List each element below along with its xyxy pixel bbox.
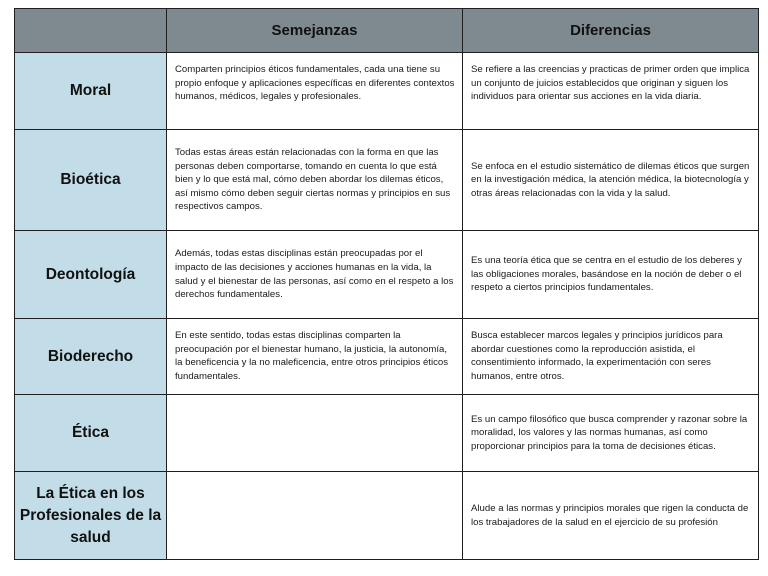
table-row xyxy=(15,472,759,560)
cell-diferencias: Es una teoría ética que se centra en el estudio de los deberes y las obligaciones morales, basándose en la noción de deber o el respeto a ciertos principios fundamentales. xyxy=(463,231,759,319)
table-row xyxy=(15,53,759,130)
cell-diferencias: Es un campo filosófico que busca comprender y razonar sobre la moralidad, los valores y las normas humanas, así como proporcionar principios para la toma de decisiones éticas. xyxy=(463,395,759,472)
cell-semejanzas: Comparten principios éticos fundamentales, cada una tiene su propio enfoque y aplicaciones específicas en diferentes contextos humanos, médicos, legales y profesionales. xyxy=(167,53,463,130)
row-label-bioetica: Bioética xyxy=(15,130,167,231)
row-label-moral: Moral xyxy=(15,53,167,130)
table-row xyxy=(15,130,759,231)
cell-semejanzas xyxy=(167,472,463,560)
comparison-table xyxy=(14,8,759,560)
cell-diferencias: Alude a las normas y principios morales que rigen la conducta de los trabajadores de la salud en el ejercicio de su profesión xyxy=(463,472,759,560)
cell-diferencias: Busca establecer marcos legales y principios jurídicos para abordar cuestiones como la reproducción asistida, el consentimiento informado, la experimentación con seres humanos, entre otros. xyxy=(463,319,759,395)
header-row xyxy=(15,9,759,53)
cell-semejanzas xyxy=(167,395,463,472)
header-semejanzas: Semejanzas xyxy=(167,9,463,53)
cell-semejanzas: Todas estas áreas están relacionadas con la forma en que las personas deben comportarse, tomando en cuenta lo que está bien y lo que está mal, cómo deben abordar los dilemas éticos, así mismo cómo deben seguir ciertas normas y principios en sus respectivos campos. xyxy=(167,130,463,231)
row-label-etica: Ética xyxy=(15,395,167,472)
cell-diferencias: Se refiere a las creencias y practicas de primer orden que implica un conjunto de juicios establecidos que originan y siguen los individuos para orientar sus acciones en la vida diaria. xyxy=(463,53,759,130)
table-row xyxy=(15,319,759,395)
cell-semejanzas: En este sentido, todas estas disciplinas comparten la preocupación por el bienestar humano, la justicia, la autonomía, la beneficencia y la no maleficencia, entre otros principios éticos fundamentales. xyxy=(167,319,463,395)
header-corner xyxy=(15,9,167,53)
table-row xyxy=(15,231,759,319)
row-label-etica-profesionales-salud: La Ética en los Profesionales de la salud xyxy=(15,472,167,560)
row-label-deontologia: Deontología xyxy=(15,231,167,319)
table-row xyxy=(15,395,759,472)
header-diferencias: Diferencias xyxy=(463,9,759,53)
row-label-bioderecho: Bioderecho xyxy=(15,319,167,395)
cell-semejanzas: Además, todas estas disciplinas están preocupadas por el impacto de las decisiones y acciones humanas en la vida, la salud y el bienestar de las personas, así como en el respeto a los derechos fundamentales. xyxy=(167,231,463,319)
cell-diferencias: Se enfoca en el estudio sistemático de dilemas éticos que surgen en la investigación médica, la atención médica, la biotecnología y otras áreas relacionadas con la vida y la salud. xyxy=(463,130,759,231)
